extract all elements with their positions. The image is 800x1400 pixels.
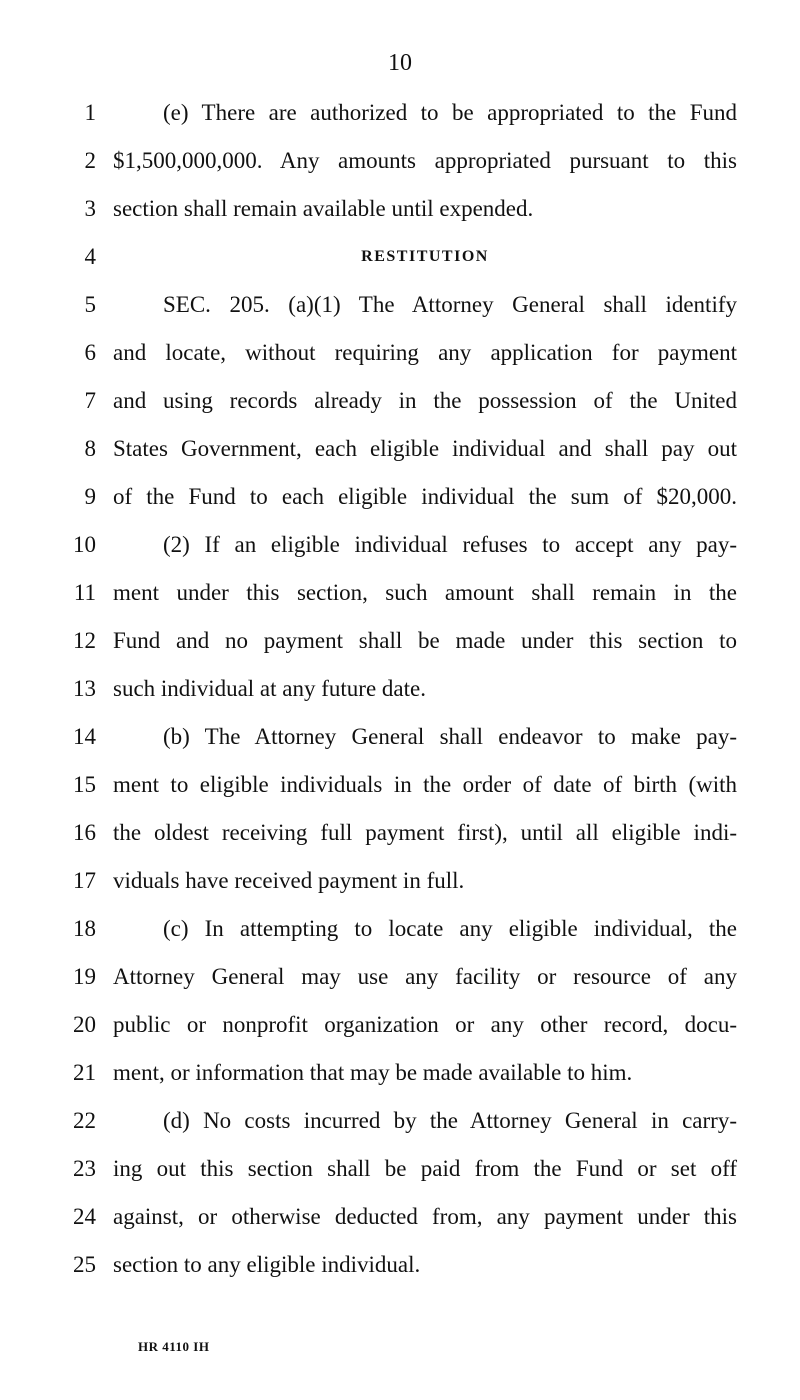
line-number: 10 <box>73 532 96 557</box>
line-number: 20 <box>73 1012 96 1037</box>
line-text: ing out this section shall be paid from the Fund or set off <box>113 1156 737 1181</box>
line-number: 19 <box>73 964 96 989</box>
line-text: viduals have received payment in full. <box>113 868 465 893</box>
line-number: 6 <box>84 340 96 365</box>
line-number: 4 <box>84 244 96 269</box>
line-number: 3 <box>84 196 96 221</box>
text-line <box>0 1202 800 1232</box>
line-text: of the Fund to each eligible individual the sum of $20,000. <box>113 484 737 509</box>
line-text: (c) In attempting to locate any eligible individual, the <box>163 916 737 941</box>
text-line <box>0 1010 800 1040</box>
line-number: 23 <box>73 1156 96 1181</box>
text-line <box>0 434 800 464</box>
line-number: 16 <box>73 820 96 845</box>
text-line <box>0 146 800 176</box>
line-number: 7 <box>84 388 96 413</box>
text-line <box>0 530 800 560</box>
line-text: against, or otherwise deducted from, any payment under this <box>113 1204 737 1229</box>
line-text: public or nonprofit organization or any other record, docu- <box>113 1012 737 1037</box>
text-line <box>0 242 800 272</box>
section-heading: RESTITUTION <box>361 248 489 265</box>
line-number: 5 <box>84 292 96 317</box>
line-text: ment to eligible individuals in the order of date of birth (with <box>113 772 737 797</box>
line-text: (d) No costs incurred by the Attorney General in carry- <box>163 1108 737 1133</box>
text-line <box>0 626 800 656</box>
line-number: 21 <box>73 1060 96 1085</box>
line-text: the oldest receiving full payment first), until all eligible indi- <box>113 820 737 845</box>
line-text: Attorney General may use any facility or resource of any <box>113 964 737 989</box>
text-line <box>0 98 800 128</box>
line-number: 2 <box>84 148 96 173</box>
line-text: section to any eligible individual. <box>113 1252 421 1277</box>
line-text: and locate, without requiring any application for payment <box>113 340 737 365</box>
text-line <box>0 1154 800 1184</box>
text-line <box>0 578 800 608</box>
line-text: States Government, each eligible individual and shall pay out <box>113 436 737 461</box>
line-text: section shall remain available until expended. <box>113 196 534 221</box>
line-number: 18 <box>73 916 96 941</box>
line-number: 1 <box>84 100 96 125</box>
line-text: Fund and no payment shall be made under this section to <box>113 628 737 653</box>
line-number: 24 <box>73 1204 96 1229</box>
text-line <box>0 1250 800 1280</box>
line-text: $1,500,000,000. Any amounts appropriated pursuant to this <box>113 148 737 173</box>
line-number: 15 <box>73 772 96 797</box>
text-line <box>0 338 800 368</box>
line-number: 8 <box>84 436 96 461</box>
line-text: (e) There are authorized to be appropriated to the Fund <box>163 100 737 125</box>
line-text: ment under this section, such amount shall remain in the <box>113 580 737 605</box>
line-number: 9 <box>84 484 96 509</box>
text-line <box>0 818 800 848</box>
line-number: 22 <box>73 1108 96 1133</box>
line-text: such individual at any future date. <box>113 676 426 701</box>
text-line <box>0 674 800 704</box>
line-number: 13 <box>73 676 96 701</box>
line-number: 17 <box>73 868 96 893</box>
text-line <box>0 290 800 320</box>
text-line <box>0 866 800 896</box>
text-line <box>0 194 800 224</box>
line-text: SEC. 205. (a)(1) The Attorney General shall identify <box>163 292 737 317</box>
line-number: 25 <box>73 1252 96 1277</box>
line-text: and using records already in the possession of the United <box>113 388 737 413</box>
text-line <box>0 770 800 800</box>
text-line <box>0 962 800 992</box>
line-text: ment, or information that may be made available to him. <box>113 1060 633 1085</box>
text-line <box>0 386 800 416</box>
page-number: 10 <box>388 50 412 76</box>
text-line <box>0 914 800 944</box>
text-line <box>0 1058 800 1088</box>
line-number: 11 <box>73 580 96 605</box>
text-line <box>0 482 800 512</box>
bill-footer: HR 4110 IH <box>138 1339 210 1354</box>
line-text: (b) The Attorney General shall endeavor to make pay- <box>163 724 737 749</box>
line-number: 12 <box>73 628 96 653</box>
text-line <box>0 722 800 752</box>
text-line <box>0 1106 800 1136</box>
line-text: (2) If an eligible individual refuses to accept any pay- <box>163 532 737 557</box>
line-number: 14 <box>73 724 96 749</box>
